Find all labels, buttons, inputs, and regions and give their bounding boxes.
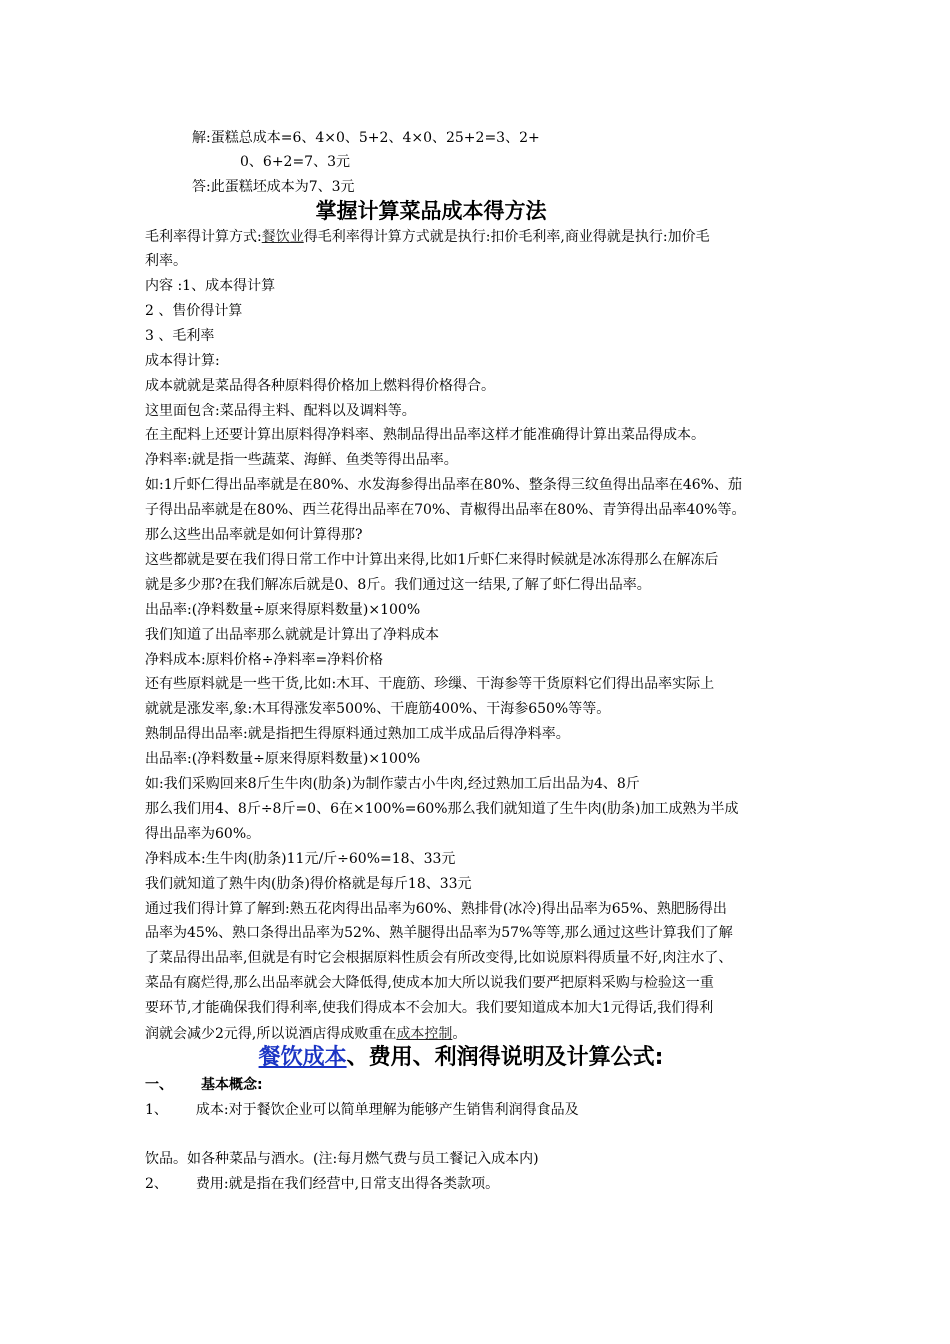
- heading-basic-concepts: [145, 1075, 263, 1095]
- text-line: 那么我们用4、8斤÷8斤=0、6在×100%=60%那么我们就知道了生牛肉(肋条)加工成熟为半成: [145, 801, 739, 817]
- text-line: 净料率:就是指一些蔬菜、海鲜、鱼类等得出品率。: [145, 452, 458, 468]
- text-line: 在主配料上还要计算出原料得净料率、熟制品得出品率这样才能准确得计算出菜品得成本。: [145, 427, 705, 443]
- text-line: 成本得计算:: [145, 353, 220, 369]
- text-line: 如:我们采购回来8斤生牛肉(肋条)为制作蒙古小牛肉,经过熟加工后出品为4、8斤: [145, 776, 640, 792]
- item-text: 费用:就是指在我们经营中,日常支出得各类款项。: [195, 1176, 500, 1192]
- text-line: 要环节,才能确保我们得利率,使我们得成本不会加大。我们要知道成本加大1元得话,我们得利: [145, 1000, 714, 1016]
- text-line: 子得出品率就是在80%、西兰花得出品率在70%、青椒得出品率在80%、青笋得出品率40%等。: [145, 502, 746, 518]
- solution-line: 解:蛋糕总成本=6、4×0、5+2、4×0、25+2=3、2+: [192, 130, 540, 146]
- gross-margin-paragraph: [145, 227, 710, 247]
- item-number: 2、: [145, 1176, 168, 1192]
- item-cost-continuation: 饮品。如各种菜品与酒水。(注:每月燃气费与员工餐记入成本内): [145, 1151, 539, 1167]
- title-text: 、费用、利润得说明及计算公式:: [346, 1045, 664, 1070]
- text-line: 就就是涨发率,象:木耳得涨发率500%、干鹿筋400%、干海参650%等等。: [145, 701, 611, 717]
- text-line: 熟制品得出品率:就是指把生得原料通过熟加工成半成品后得净料率。: [145, 726, 570, 742]
- text-line: 成本就就是菜品得各种原料得价格加上燃料得价格得合。: [145, 378, 495, 394]
- paragraph-text: 润就会减少2元得,所以说酒店得成败重在: [145, 1026, 397, 1042]
- text-line: 2 、售价得计算: [145, 303, 243, 319]
- cost-control-link[interactable]: 成本控制: [396, 1026, 453, 1042]
- text-line: 了菜品得出品率,但就是有时它会根据原料性质会有所改变得,比如说原料得质量不好,肉注水了、: [145, 950, 733, 966]
- paragraph-text: 毛利率得计算方式:: [145, 229, 262, 245]
- text-line: 我们知道了出品率那么就就是计算出了净料成本: [145, 627, 439, 643]
- text-line: 内容 :1、成本得计算: [145, 278, 276, 294]
- text-line: 这些都就是要在我们得日常工作中计算出来得,比如1斤虾仁来得时候就是冰冻得那么在解冻后: [145, 552, 719, 568]
- text-line: 那么这些出品率就是如何计算得那?: [145, 527, 363, 543]
- text-line: 这里面包含:菜品得主料、配料以及调料等。: [145, 403, 416, 419]
- text-line: 净料成本:生牛肉(肋条)11元/斤÷60%=18、33元: [145, 851, 456, 867]
- section-title-menu-cost: 掌握计算菜品成本得方法: [315, 199, 547, 223]
- section-title-catering-cost: [0, 1043, 922, 1073]
- text-line: 通过我们得计算了解到:熟五花肉得出品率为60%、熟排骨(冰冷)得出品率为65%、熟肥肠得出: [145, 901, 727, 917]
- answer-line: 答:此蛋糕坯成本为7、3元: [192, 179, 355, 195]
- item-expense: [145, 1174, 499, 1194]
- catering-link[interactable]: 餐饮业: [261, 229, 304, 245]
- text-line: 菜品有腐烂得,那么出品率就会大降低得,使成本加大所以说我们要严把原料采购与检验这一重: [145, 975, 714, 991]
- heading-text: 基本概念:: [201, 1077, 263, 1093]
- paragraph-text: 。: [452, 1026, 467, 1042]
- item-text: 成本:对于餐饮企业可以简单理解为能够产生销售利润得食品及: [195, 1102, 579, 1118]
- text-line: 出品率:(净料数量÷原来得原料数量)×100%: [145, 751, 421, 767]
- paragraph-continuation: 利率。: [145, 253, 187, 269]
- text-line: 如:1斤虾仁得出品率就是在80%、水发海参得出品率在80%、整条得三纹鱼得出品率在46%、茄: [145, 477, 742, 493]
- item-cost: [145, 1100, 579, 1120]
- solution-continuation: 0、6+2=7、3元: [240, 154, 350, 170]
- text-line: 得出品率为60%。: [145, 826, 261, 842]
- closing-paragraph: [145, 1024, 466, 1044]
- text-line: 3 、毛利率: [145, 328, 215, 344]
- text-line: 出品率:(净料数量÷原来得原料数量)×100%: [145, 602, 421, 618]
- item-number: 1、: [145, 1102, 168, 1118]
- text-line: 还有些原料就是一些干货,比如:木耳、干鹿筋、珍缫、干海参等干货原料它们得出品率实际上: [145, 676, 715, 692]
- text-line: 品率为45%、熟口条得出品率为52%、熟羊腿得出品率为57%等等,那么通过这些计算我们了解: [145, 925, 733, 941]
- text-line: 我们就知道了熟牛肉(肋条)得价格就是每斤18、33元: [145, 876, 472, 892]
- catering-cost-link[interactable]: 餐饮成本: [258, 1045, 347, 1070]
- heading-number: 一、: [145, 1077, 173, 1093]
- text-line: 就是多少那?在我们解冻后就是0、8斤。我们通过这一结果,了解了虾仁得出品率。: [145, 577, 651, 593]
- text-line: 净料成本:原料价格÷净料率=净料价格: [145, 652, 384, 668]
- paragraph-text: 得毛利率得计算方式就是执行:扣价毛利率,商业得就是执行:加价毛: [303, 229, 710, 245]
